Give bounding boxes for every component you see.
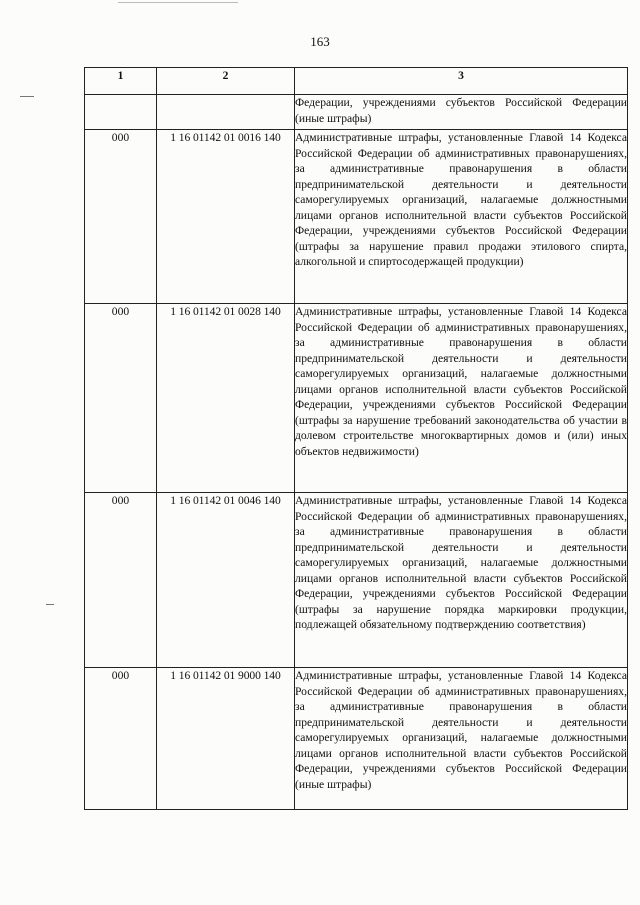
table-row [85,668,628,810]
description-cell: Административные штрафы, установленные Главой 14 Кодекса Российской Федерации об административных правонарушениях, за административные правонарушения в области предпринимательской деятельности и деятельности саморегулируемых организаций, налагаемые должностными лицами органов исполнительной власти субъектов Российской Федерации, учреждениями субъектов Российской Федерации (иные штрафы) [295,668,628,810]
header-col-3: 3 [295,68,628,95]
kbk-code-cell [157,95,295,130]
table-row [85,304,628,493]
admin-code-cell: 000 [85,130,157,304]
scan-artifact [118,2,238,3]
description-cell: Федерации, учреждениями субъектов Российской Федерации (иные штрафы) [295,95,628,130]
header-col-1: 1 [85,68,157,95]
table-row [85,493,628,668]
kbk-code-cell: 1 16 01142 01 0028 140 [157,304,295,493]
page-number: 163 [310,34,330,49]
description-cell: Административные штрафы, установленные Главой 14 Кодекса Российской Федерации об административных правонарушениях, за административные правонарушения в области предпринимательской деятельности и деятельности саморегулируемых организаций, налагаемые должностными лицами органов исполнительной власти субъектов Российской Федерации, учреждениями субъектов Российской Федерации (штрафы за нарушение требований законодательства об участии в долевом строительстве многоквартирных домов и (или) иных объектов недвижимости) [295,304,628,493]
kbk-code-cell: 1 16 01142 01 9000 140 [157,668,295,810]
header-col-2: 2 [157,68,295,95]
admin-code-cell: 000 [85,668,157,810]
scan-mark [46,604,54,605]
table-header [85,68,628,95]
description-cell: Административные штрафы, установленные Главой 14 Кодекса Российской Федерации об административных правонарушениях, за административные правонарушения в области предпринимательской деятельности и деятельности саморегулируемых организаций, налагаемые должностными лицами органов исполнительной власти субъектов Российской Федерации, учреждениями субъектов Российской Федерации (штрафы за нарушение порядка маркировки продукции, подлежащей обязательному подтверждению соответствия) [295,493,628,668]
admin-code-cell [85,95,157,130]
document-table [84,67,628,810]
admin-code-cell: 000 [85,493,157,668]
table-row [85,95,628,130]
admin-code-cell: 000 [85,304,157,493]
table-row [85,130,628,304]
kbk-code-cell: 1 16 01142 01 0016 140 [157,130,295,304]
description-cell: Административные штрафы, установленные Главой 14 Кодекса Российской Федерации об административных правонарушениях, за административные правонарушения в области предпринимательской деятельности и деятельности саморегулируемых организаций, налагаемые должностными лицами органов исполнительной власти субъектов Российской Федерации, учреждениями субъектов Российской Федерации (штрафы за нарушение правил продажи этилового спирта, алкогольной и спиртосодержащей продукции) [295,130,628,304]
scan-mark [20,96,34,97]
kbk-code-cell: 1 16 01142 01 0046 140 [157,493,295,668]
